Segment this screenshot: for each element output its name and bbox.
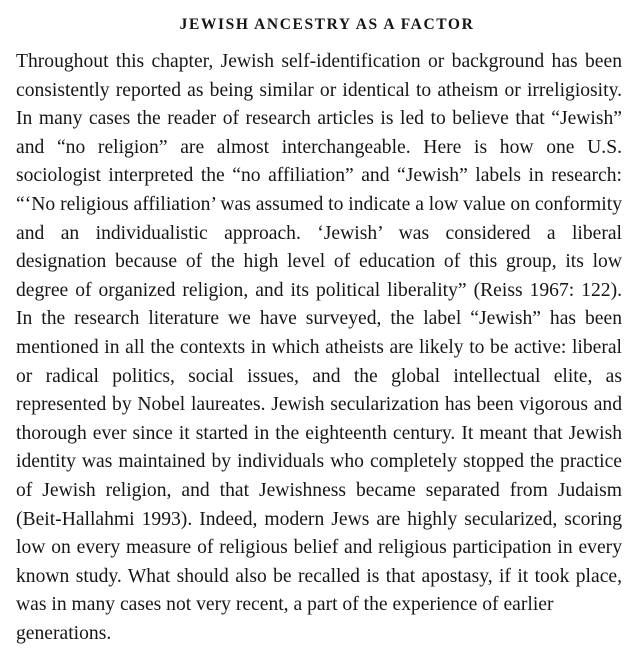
body-paragraph — [14, 48, 626, 648]
section-heading: JEWISH ANCESTRY AS A FACTOR — [179, 16, 475, 33]
paragraph-text: Throughout this chapter, Jewish self-identification or background has been consistently reported as being similar or identical to atheism or irreligiosity. In many cases the reader of research articles is led to believe that “Jewish” and “no religion” are almost interchangeable. Here is how one U.S. sociologist interpreted the “no affiliation” and “Jewish” labels in research: “‘No religious affiliation’ was assumed to indicate a low value on conformity and an individualistic approach. ‘Jewish’ was considered a liberal designation because of the high level of education of this group, its low degree of organized religion, and its political liberality” (Reiss 1967: 122). In the research literature we have surveyed, the label “Jewish” has been mentioned in all the contexts in which atheists are likely to be active: liberal or radical politics, social issues, and the global intellectual elite, as represented by Nobel laureates. Jewish secularization has been vigorous and thorough ever since it started in the eighteenth century. It meant that Jewish identity was maintained by individuals who completely stopped the practice of Jewish religion, and that Jewishness became separated from Judaism (Beit-Hallahmi 1993). Indeed, modern Jews are highly secularized, scoring low on every measure of religious belief and religious participation in every known study. What should also be recalled is that apostasy, if it took place, was in many cases not very recent, a part of the experience of earlier — [16, 51, 622, 616]
paragraph-tail: generations. — [16, 622, 112, 644]
